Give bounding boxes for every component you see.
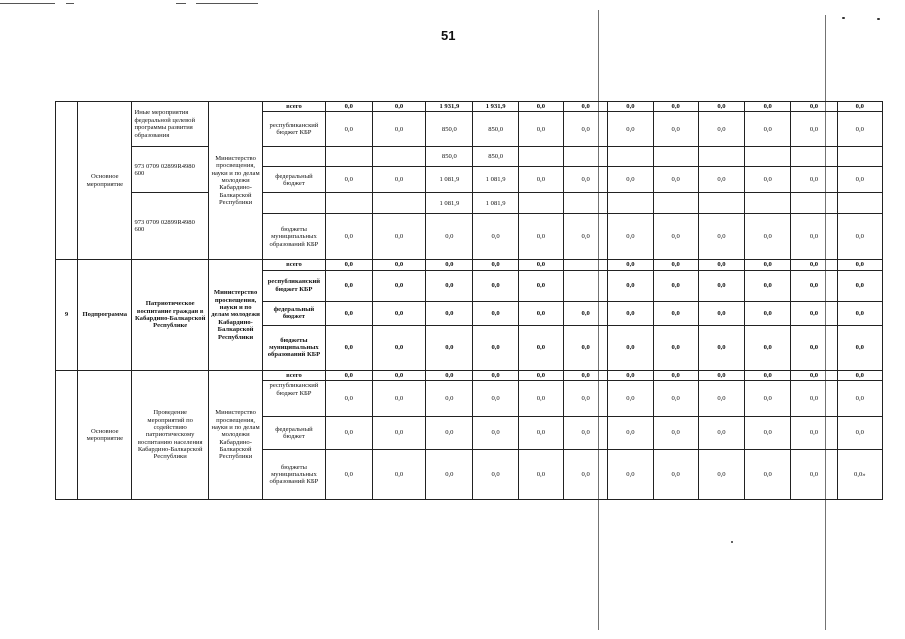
- value-cell: 0,0: [426, 370, 473, 380]
- value-cell: 0,0: [325, 325, 372, 370]
- table-row: [56, 193, 883, 214]
- value-cell: 0,0: [608, 370, 653, 380]
- value-cell: 1 081,9: [426, 193, 473, 214]
- value-cell: 0,0: [473, 370, 518, 380]
- table-row: [56, 147, 883, 167]
- value-cell: 0,0: [372, 370, 425, 380]
- value-cell: 0,0: [608, 325, 653, 370]
- row-type-cell: Основное мероприятие: [78, 102, 132, 260]
- value-cell: 0,0: [653, 112, 698, 147]
- source-label: бюджеты муниципальных образований КБР: [263, 450, 325, 500]
- value-cell: [837, 147, 882, 167]
- value-cell: 0,0: [608, 450, 653, 500]
- value-cell: 0,0: [745, 214, 791, 260]
- value-cell: 0,0: [372, 450, 425, 500]
- value-cell: 1 931,9: [426, 102, 473, 112]
- value-cell: 0,0: [325, 112, 372, 147]
- value-cell: 0,0: [473, 417, 518, 450]
- value-cell: 0,0: [837, 102, 882, 112]
- value-cell: 0,0: [372, 214, 425, 260]
- value-cell: 0,0: [837, 112, 882, 147]
- value-cell: 0,0: [518, 325, 563, 370]
- value-cell: 0,0: [426, 417, 473, 450]
- value-cell: [791, 193, 837, 214]
- value-cell: 0,0: [745, 112, 791, 147]
- value-cell: 0,0: [837, 270, 882, 301]
- value-cell: 0,0: [791, 214, 837, 260]
- value-cell: [518, 193, 563, 214]
- value-cell: 0,0: [473, 214, 518, 260]
- value-cell: [791, 147, 837, 167]
- value-cell: [372, 193, 425, 214]
- value-cell: 0,0: [837, 381, 882, 417]
- value-cell: 850,0: [426, 147, 473, 167]
- value-cell: 850,0: [473, 112, 518, 147]
- value-cell: 0,0: [698, 450, 744, 500]
- source-label: республиканский бюджет КБР: [263, 112, 325, 147]
- value-cell: 0,0: [564, 214, 608, 260]
- source-label: бюджеты муниципальных образований КБР: [263, 214, 325, 260]
- scan-top-rule: [66, 3, 74, 4]
- value-cell: 0,0: [518, 167, 563, 193]
- value-cell: 0,0: [564, 167, 608, 193]
- value-cell: 0,0: [608, 214, 653, 260]
- value-cell: 0,0: [791, 167, 837, 193]
- value-cell: 0,0: [518, 112, 563, 147]
- value-cell: 850,0: [473, 147, 518, 167]
- row-index-cell: 9: [56, 260, 78, 370]
- value-cell: 0,0: [698, 260, 744, 270]
- value-cell: 0,0: [837, 325, 882, 370]
- value-cell: 0,0: [518, 260, 563, 270]
- row-type-cell: Подпрограмма: [78, 260, 132, 370]
- value-cell: 0,0: [325, 167, 372, 193]
- value-cell: 0,0: [745, 417, 791, 450]
- value-cell: 0,0: [791, 370, 837, 380]
- value-cell: [372, 147, 425, 167]
- source-label: республиканский бюджет КБР: [263, 381, 325, 417]
- value-cell: 0,0: [564, 325, 608, 370]
- source-label: [263, 147, 325, 167]
- value-cell: 0,0: [698, 112, 744, 147]
- value-cell: [608, 147, 653, 167]
- value-cell: 0,0: [325, 260, 372, 270]
- scan-top-rule: [0, 3, 55, 4]
- value-cell: 0,0: [325, 102, 372, 112]
- value-cell: 0,0: [745, 325, 791, 370]
- source-label: федеральный бюджет: [263, 301, 325, 325]
- value-cell: 0,0: [473, 301, 518, 325]
- value-cell: 0,0: [791, 102, 837, 112]
- value-cell: 0,0: [698, 370, 744, 380]
- value-cell: [837, 193, 882, 214]
- value-cell: 0,0: [608, 167, 653, 193]
- event-name-cell: Иные мероприятия федеральной целевой программы развития образования: [132, 102, 208, 147]
- value-cell: 0,0: [608, 102, 653, 112]
- value-cell: 0,0: [564, 112, 608, 147]
- value-cell: 0,0: [564, 381, 608, 417]
- value-cell: 0,0: [745, 370, 791, 380]
- value-cell: 0,0: [608, 112, 653, 147]
- value-cell: [325, 147, 372, 167]
- value-cell: 0,0: [745, 167, 791, 193]
- value-cell: [698, 193, 744, 214]
- value-cell: 0,0: [791, 301, 837, 325]
- value-cell: 0,0: [518, 381, 563, 417]
- value-cell: 0,0: [372, 167, 425, 193]
- value-cell: 1 931,9: [473, 102, 518, 112]
- value-cell: 0,0: [653, 301, 698, 325]
- value-cell: 0,0: [837, 214, 882, 260]
- executor-cell: Министерство просвещения, науки и по делам молодежи Кабардино-Балкарской Республики: [208, 260, 262, 370]
- value-cell: 0,0: [653, 325, 698, 370]
- event-name-cell: Проведение мероприятий по содействию патриотическому воспитанию населения Кабардино-Балкарской Республики: [132, 370, 208, 499]
- value-cell: 0,0: [837, 370, 882, 380]
- value-cell: 0,0: [325, 450, 372, 500]
- value-cell: [653, 193, 698, 214]
- value-cell: 0,0: [564, 450, 608, 500]
- value-cell: 0,0: [518, 270, 563, 301]
- scan-speck: [877, 18, 880, 20]
- event-code-cell: 973 0709 02899R4980 600: [132, 193, 208, 260]
- table-row: [56, 370, 883, 380]
- scan-speck: [842, 17, 845, 19]
- event-name-cell: Патриотическое воспитание граждан в Кабардино-Балкарской Республике: [132, 260, 208, 370]
- budget-table: [55, 101, 883, 500]
- value-cell: 0,0: [791, 270, 837, 301]
- value-cell: [325, 193, 372, 214]
- value-cell: 850,0: [426, 112, 473, 147]
- value-cell: 0,0: [653, 450, 698, 500]
- value-cell: 0,0: [473, 381, 518, 417]
- value-cell: 0,0: [473, 270, 518, 301]
- source-label: всего: [263, 370, 325, 380]
- value-cell: 0,0: [608, 417, 653, 450]
- executor-cell: Министерство просвещения, науки и по делам молодежи Кабардино-Балкарской Республики: [208, 102, 262, 260]
- value-cell: [564, 147, 608, 167]
- value-cell: 0,0: [791, 260, 837, 270]
- page-number: 51: [441, 28, 456, 43]
- table-row: [56, 102, 883, 112]
- value-cell: [698, 147, 744, 167]
- value-cell: 0,0: [791, 417, 837, 450]
- value-cell: [564, 260, 608, 270]
- value-cell: 0,0: [372, 112, 425, 147]
- scan-speck: [731, 541, 733, 543]
- value-cell: 0,0: [791, 450, 837, 500]
- value-cell: 0,0: [372, 325, 425, 370]
- value-cell: 0,0: [518, 370, 563, 380]
- row-index-cell: [56, 370, 78, 499]
- value-cell: 0,0: [564, 417, 608, 450]
- source-label: федеральный бюджет: [263, 167, 325, 193]
- value-cell: 0,0: [837, 167, 882, 193]
- value-cell: 0,0: [372, 417, 425, 450]
- value-cell: 0,0: [426, 270, 473, 301]
- value-cell: 0,0: [564, 102, 608, 112]
- table-row: [56, 260, 883, 270]
- value-cell: 0,0: [426, 214, 473, 260]
- value-cell: 0,0: [518, 214, 563, 260]
- value-cell: 0,0: [745, 381, 791, 417]
- value-cell: 0,0: [745, 270, 791, 301]
- value-cell: [564, 270, 608, 301]
- value-cell: 0,0: [325, 214, 372, 260]
- value-cell: 0,0: [325, 270, 372, 301]
- value-cell: 0,0: [426, 325, 473, 370]
- value-cell: 0,0: [608, 270, 653, 301]
- value-cell: 0,0: [325, 417, 372, 450]
- value-cell: 0,0: [608, 381, 653, 417]
- value-cell: 0,0: [325, 370, 372, 380]
- value-cell: [745, 193, 791, 214]
- value-cell: 0,0: [372, 260, 425, 270]
- value-cell: 0,0: [325, 381, 372, 417]
- value-cell: 0,0: [653, 381, 698, 417]
- value-cell: 0,0: [325, 301, 372, 325]
- value-cell: 1 081,9: [426, 167, 473, 193]
- value-cell: 0,0: [653, 270, 698, 301]
- value-cell: 0,0: [372, 270, 425, 301]
- source-label: [263, 193, 325, 214]
- value-cell: [608, 193, 653, 214]
- scan-top-rule: [176, 3, 186, 4]
- row-index-cell: [56, 102, 78, 260]
- value-cell: 0,0: [791, 381, 837, 417]
- value-cell: 0,0: [698, 270, 744, 301]
- value-cell: 0,0: [837, 260, 882, 270]
- value-cell: 0,0: [837, 301, 882, 325]
- value-cell: 1 081,9: [473, 193, 518, 214]
- value-cell: [518, 147, 563, 167]
- value-cell: [745, 147, 791, 167]
- value-cell: 0,0: [653, 370, 698, 380]
- value-cell: 0,0: [698, 214, 744, 260]
- value-cell: 0,0: [653, 102, 698, 112]
- value-cell: 0,0: [372, 102, 425, 112]
- value-cell: 0,0: [372, 381, 425, 417]
- value-cell: 1 081,9: [473, 167, 518, 193]
- value-cell: 0,0: [426, 450, 473, 500]
- value-cell: 0,0: [426, 381, 473, 417]
- value-cell: 0,0: [426, 301, 473, 325]
- value-cell: 0,0: [473, 450, 518, 500]
- value-cell: 0,0: [518, 301, 563, 325]
- value-cell: 0,0: [518, 417, 563, 450]
- value-cell: 0,0: [698, 417, 744, 450]
- value-cell: 0,0: [698, 301, 744, 325]
- value-cell: 0,0: [653, 417, 698, 450]
- value-cell: 0,0: [564, 370, 608, 380]
- value-cell: 0,0: [837, 417, 882, 450]
- value-cell: 0,0: [608, 301, 653, 325]
- value-cell: [564, 193, 608, 214]
- value-cell: 0,0: [698, 167, 744, 193]
- value-cell: 0,0: [426, 260, 473, 270]
- source-label: всего: [263, 260, 325, 270]
- value-cell: 0,0: [608, 260, 653, 270]
- value-cell: 0,0: [745, 260, 791, 270]
- event-code-cell: 973 0709 02899R4980 600: [132, 147, 208, 193]
- value-cell: 0,0: [653, 167, 698, 193]
- value-cell: 0,0: [745, 301, 791, 325]
- value-cell: 0,0: [473, 325, 518, 370]
- source-label: всего: [263, 102, 325, 112]
- value-cell: 0,0: [473, 260, 518, 270]
- value-cell: 0,0: [745, 102, 791, 112]
- value-cell: 0,0: [791, 325, 837, 370]
- value-cell: 0,0»: [837, 450, 882, 500]
- value-cell: [653, 147, 698, 167]
- source-label: республиканский бюджет КБР: [263, 270, 325, 301]
- row-type-cell: Основное мероприятие: [78, 370, 132, 499]
- scan-top-rule: [196, 3, 258, 4]
- executor-cell: Министерство просвещения, науки и по делам молодежи Кабардино-Балкарской Республики: [208, 370, 262, 499]
- value-cell: 0,0: [698, 102, 744, 112]
- value-cell: 0,0: [372, 301, 425, 325]
- value-cell: 0,0: [653, 214, 698, 260]
- value-cell: 0,0: [791, 112, 837, 147]
- source-label: бюджеты муниципальных образований КБР: [263, 325, 325, 370]
- value-cell: 0,0: [564, 301, 608, 325]
- value-cell: 0,0: [698, 325, 744, 370]
- value-cell: 0,0: [745, 450, 791, 500]
- value-cell: 0,0: [698, 381, 744, 417]
- source-label: федеральный бюджет: [263, 417, 325, 450]
- value-cell: 0,0: [653, 260, 698, 270]
- value-cell: 0,0: [518, 102, 563, 112]
- value-cell: 0,0: [518, 450, 563, 500]
